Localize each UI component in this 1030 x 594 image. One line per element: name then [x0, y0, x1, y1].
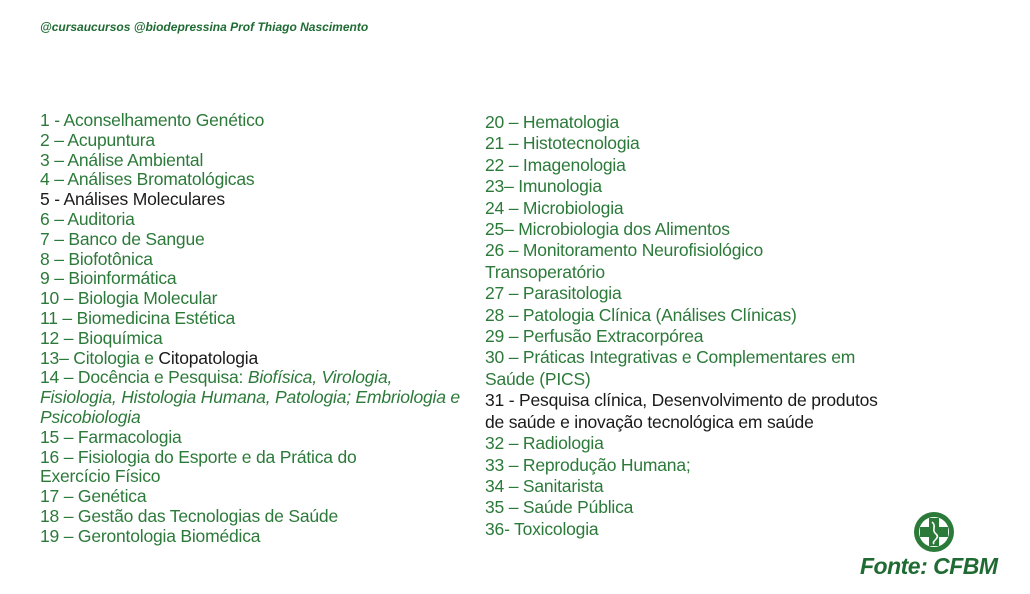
specialties-list-right	[485, 112, 905, 540]
source-label: Fonte: CFBM	[860, 553, 998, 579]
list-item: 2 – Acupuntura	[40, 129, 155, 150]
list-item: 15 – Farmacologia	[40, 426, 182, 447]
list-item: 9 – Bioinformática	[40, 268, 177, 289]
list-item: 4 – Análises Bromatológicas	[40, 169, 255, 190]
list-item: 16 – Fisiologia do Esporte e da Prática do Exercício Físico	[40, 446, 362, 487]
cfbm-cross-logo-icon	[912, 510, 956, 554]
list-item-part: Citopatologia	[158, 347, 258, 368]
list-item: 18 – Gestão das Tecnologias de Saúde	[40, 505, 338, 526]
list-item: 30 – Práticas Integrativas e Complementares em Saúde (PICS)	[485, 347, 860, 389]
list-item: 35 – Saúde Pública	[485, 497, 634, 518]
list-item: 34 – Sanitarista	[485, 475, 604, 496]
list-item: 25– Microbiologia dos Alimentos	[485, 219, 730, 240]
list-item: 24 – Microbiologia	[485, 197, 624, 218]
specialties-list-left	[40, 110, 465, 547]
list-item-part: 14 – Docência e Pesquisa:	[40, 367, 248, 388]
list-item: 33 – Reprodução Humana;	[485, 454, 691, 475]
list-item: 6 – Auditoria	[40, 208, 135, 229]
list-item: 31 - Pesquisa clínica, Desenvolvimento de produtos de saúde e inovação tecnológica em saúde	[485, 390, 883, 432]
list-item: 11 – Biomedicina Estética	[40, 307, 236, 328]
list-item-part: 13– Citologia e	[40, 347, 159, 368]
list-item	[40, 367, 465, 427]
list-item: 10 – Biologia Molecular	[40, 288, 218, 309]
list-item: 29 – Perfusão Extracorpórea	[485, 326, 704, 347]
list-item: 17 – Genética	[40, 486, 147, 507]
list-item: 28 – Patologia Clínica (Análises Clínicas)	[485, 304, 797, 325]
list-item	[40, 349, 460, 369]
list-item: 32 – Radiologia	[485, 433, 604, 454]
list-item: 12 – Bioquímica	[40, 327, 163, 348]
list-item: 20 – Hematologia	[485, 112, 619, 132]
list-item: 5 - Análises Moleculares	[40, 189, 225, 210]
list-item: 8 – Biofotônica	[40, 248, 153, 269]
list-item: 3 – Análise Ambiental	[40, 149, 204, 170]
list-item: 7 – Banco de Sangue	[40, 228, 205, 249]
list-item: 26 – Monitoramento Neurofisiológico Transoperatório	[485, 240, 768, 282]
list-item: 19 – Gerontologia Biomédica	[40, 525, 261, 546]
author-handle: @cursaucursos @biodepressina Prof Thiago Nascimento	[40, 20, 369, 34]
list-item: 1 - Aconselhamento Genético	[40, 110, 265, 130]
list-item: 23– Imunologia	[485, 176, 602, 197]
list-item-subjects: Biofísica, Virologia, Fisiologia, Histologia Humana, Patologia; Embriologia e Psicobiologia	[40, 367, 465, 427]
list-item: 21 – Histotecnologia	[485, 133, 640, 154]
list-item: 27 – Parasitologia	[485, 283, 622, 304]
list-item: 36- Toxicologia	[485, 518, 599, 539]
list-item: 22 – Imagenologia	[485, 154, 626, 175]
